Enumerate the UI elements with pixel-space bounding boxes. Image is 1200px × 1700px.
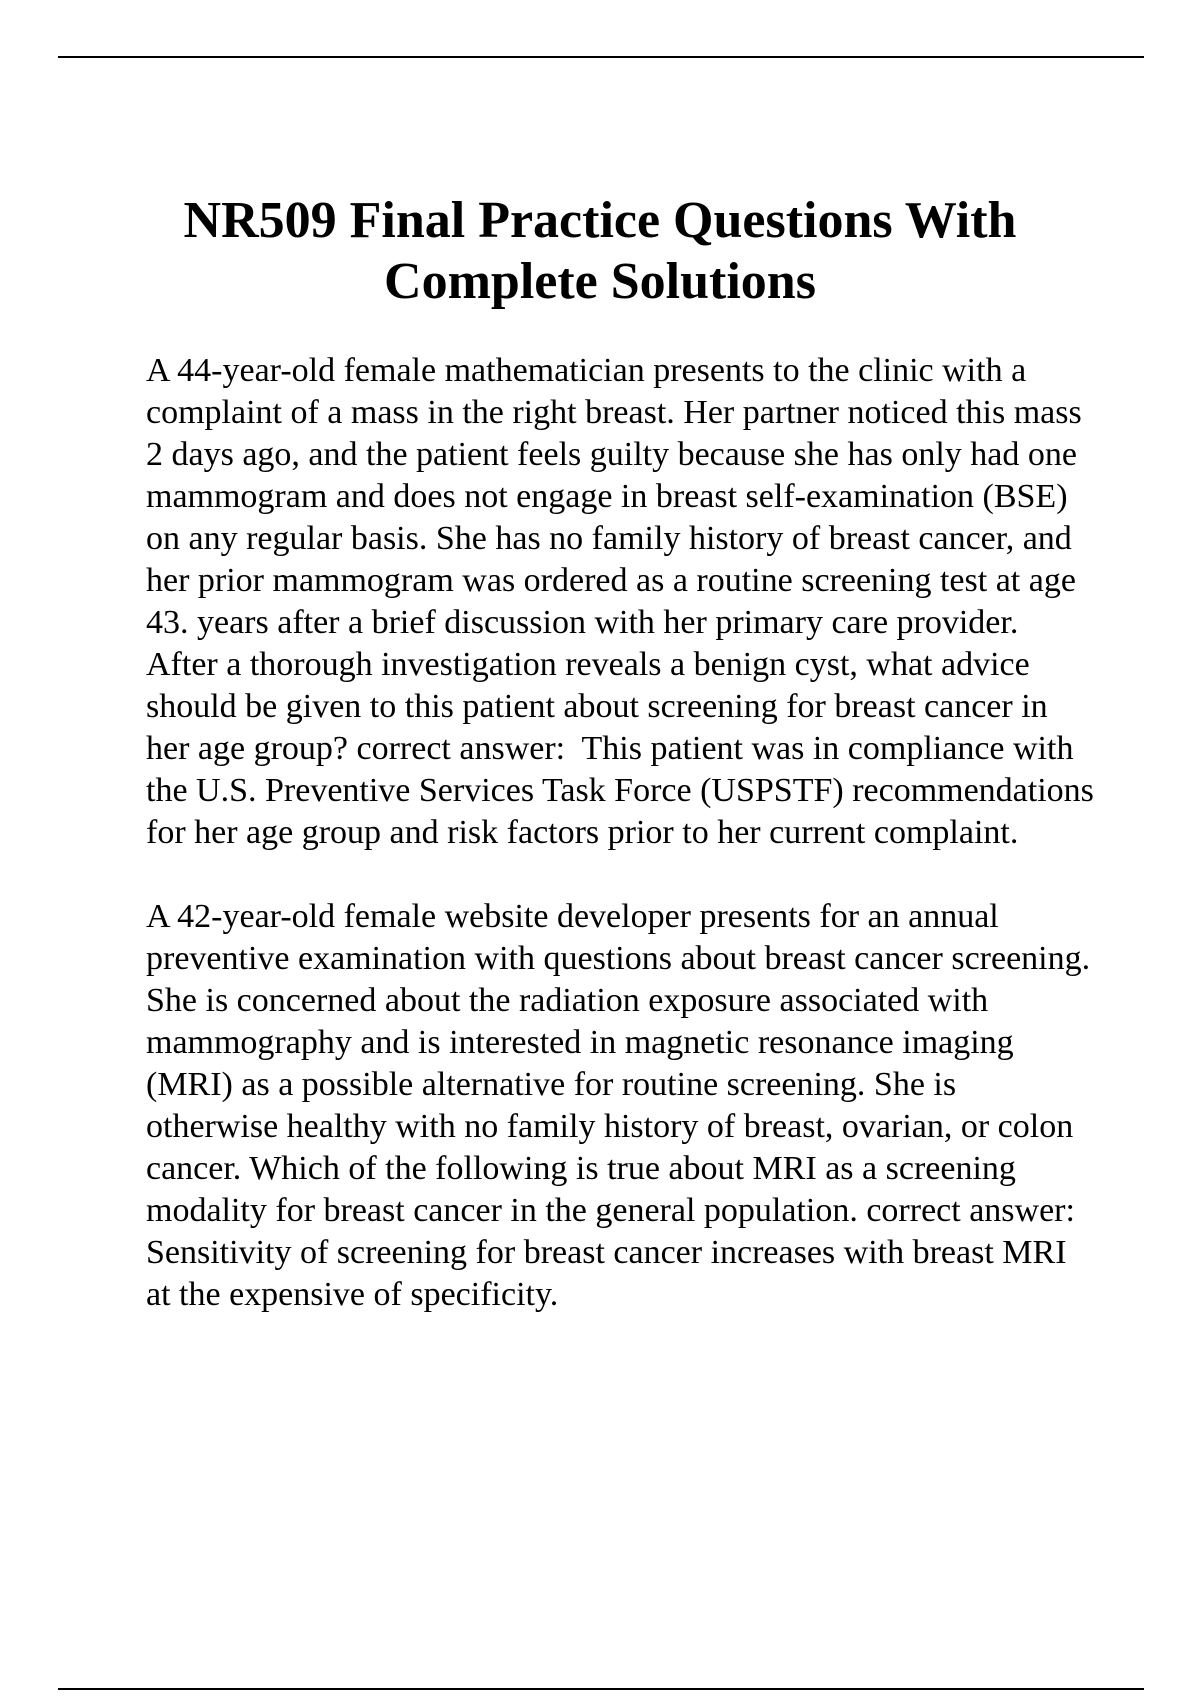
question-text: A 42-year-old female website developer presents for an annual preventive examination with questions about breast cancer screening. She is concerned about the radiation exposure associated with mammography and is interested in magnetic resonance imaging (MRI) as a possible alternative for routine screening. She is otherwise healthy with no family history of breast, ovarian, or colon cancer. Which of the following is true about MRI as a screening modality for breast cancer in the general population. — [146, 898, 1091, 1229]
question-text: A 44-year-old female mathematician presents to the clinic with a complaint of a mass in the right breast. Her partner noticed this mass 2 days ago, and the patient feels guilty because she has only had one mammogram and does not engage in breast self-examination (BSE) on any regular basis. She has no family history of breast cancer, and her prior mammogram was ordered as a routine screening test at age 43. years after a brief discussion with her primary care provider. After a thorough investigation reveals a benign cyst, what advice should be given to this patient about screening for breast cancer in her age group? — [146, 352, 1082, 767]
document-title-line-2: Complete Solutions — [384, 253, 816, 310]
document-body — [146, 350, 1096, 1358]
question-block-1 — [146, 350, 1096, 854]
footer-rule — [58, 1688, 1144, 1690]
answer-text: This patient was in compliance with the U.S. Preventive Services Task Force (USPSTF) recommendations for her age group and risk factors prior to her current complaint. — [146, 730, 1094, 851]
answer-text: Sensitivity of screening for breast cancer increases with breast MRI at the expensive of specificity. — [146, 1234, 1067, 1313]
answer-label: correct answer: — [866, 1192, 1075, 1229]
document-title-line-1: NR509 Final Practice Questions With — [183, 192, 1017, 249]
header-rule — [58, 56, 1144, 58]
answer-label: correct answer: — [356, 730, 566, 767]
question-block-2 — [146, 896, 1096, 1316]
document-title — [100, 190, 1100, 312]
